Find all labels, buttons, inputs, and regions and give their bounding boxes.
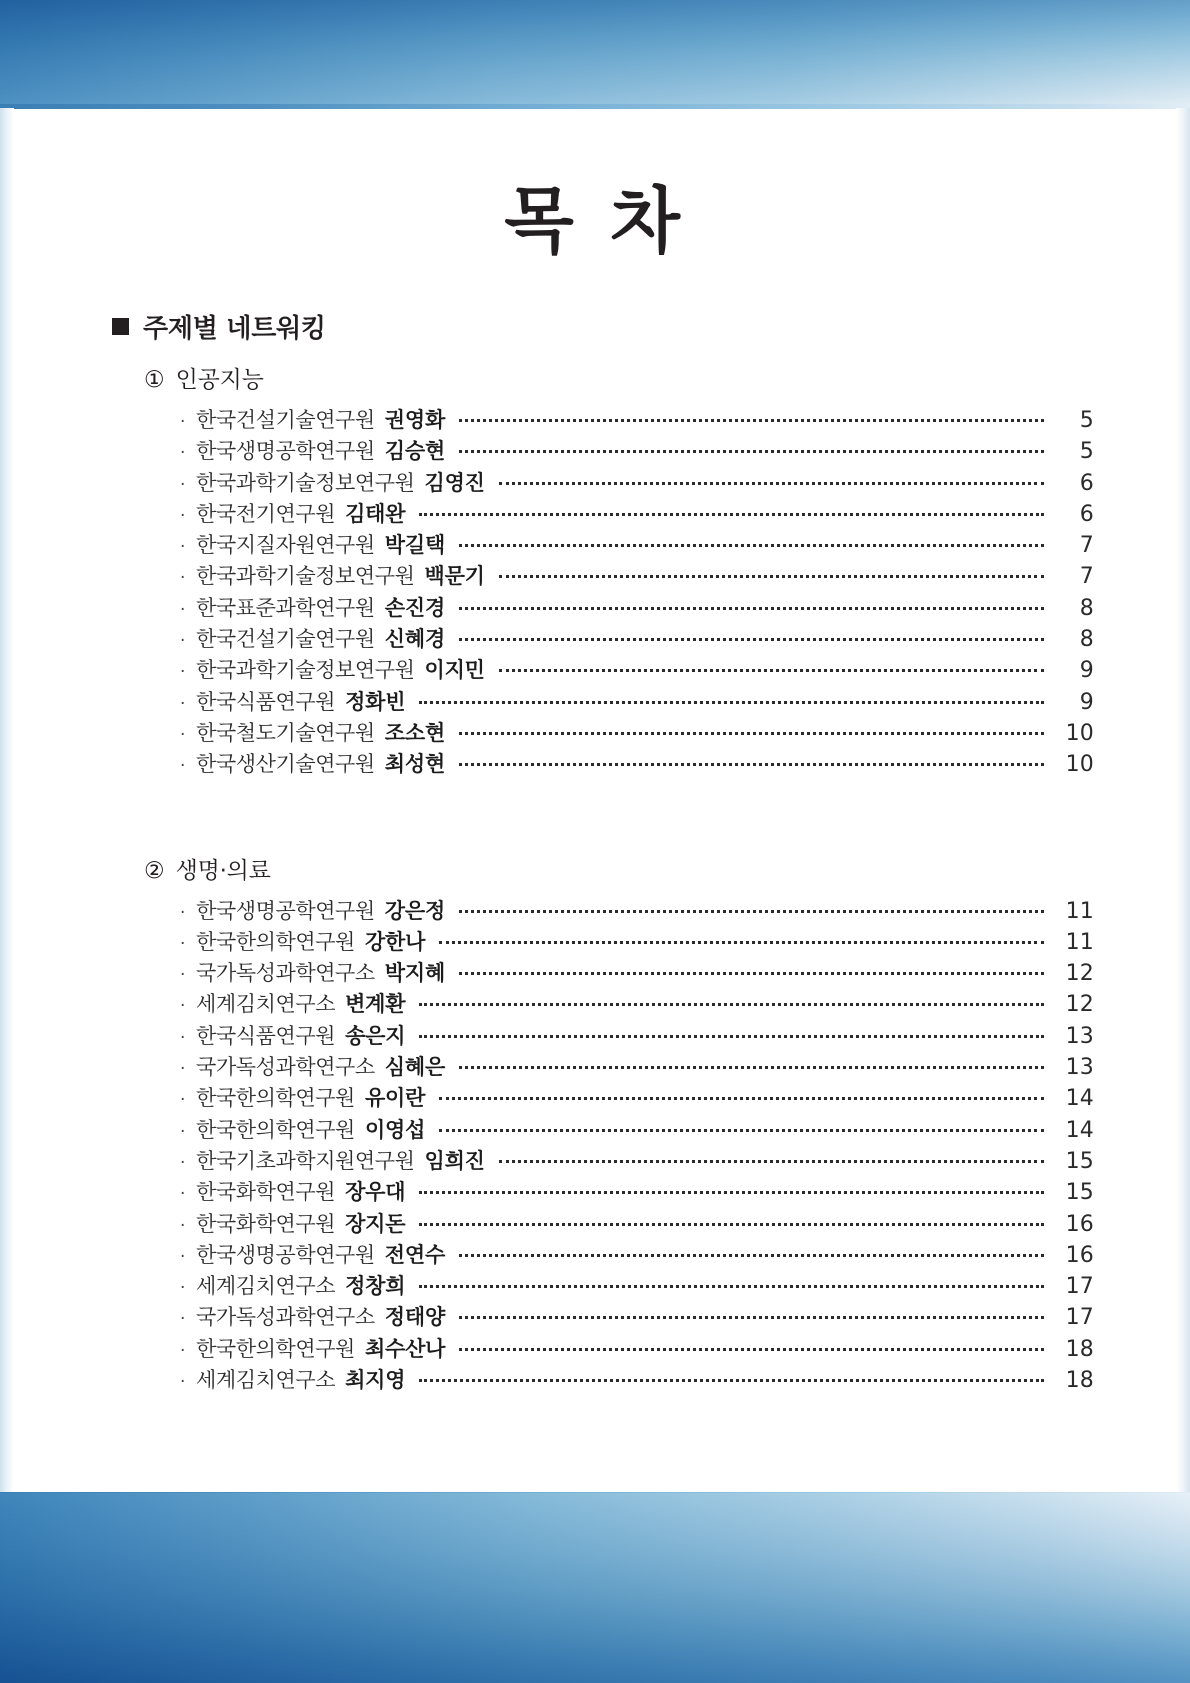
entry-person-name: 변계환 <box>345 992 406 1017</box>
entry-page-number: 13 <box>1065 1055 1094 1081</box>
toc-entry[interactable] <box>180 467 1094 498</box>
toc-entry[interactable] <box>180 1270 1094 1301</box>
entry-person-name: 박지혜 <box>384 961 446 986</box>
entry-organization: 한국생산기술연구원 <box>196 752 375 777</box>
entry-person-name: 심혜은 <box>384 1055 446 1080</box>
entry-page-number: 9 <box>1079 658 1094 684</box>
toc-entry[interactable] <box>180 1333 1094 1364</box>
dot-leader <box>459 763 1044 766</box>
entry-page-number: 8 <box>1079 627 1094 653</box>
entry-organization: 한국건설기술연구원 <box>196 627 375 652</box>
entry-organization: 한국식품연구원 <box>196 1023 336 1048</box>
entry-page-number: 5 <box>1079 439 1094 465</box>
entry-person-name: 신혜경 <box>384 627 446 652</box>
entry-organization: 한국기초과학지원연구원 <box>196 1148 415 1173</box>
entry-bullet-icon: · <box>180 902 186 923</box>
toc-entry[interactable] <box>180 623 1094 654</box>
entry-page-number: 15 <box>1065 1148 1094 1174</box>
group-header <box>144 852 1094 885</box>
entry-bullet-icon: · <box>180 662 186 683</box>
entry-bullet-icon: · <box>180 1372 186 1393</box>
dot-leader <box>499 669 1044 672</box>
entry-person-name: 정화빈 <box>345 689 406 714</box>
entry-page-number: 18 <box>1065 1336 1094 1362</box>
toc-entry[interactable] <box>180 1145 1094 1176</box>
toc-entry[interactable] <box>180 686 1094 717</box>
toc-entry[interactable] <box>180 1176 1094 1207</box>
entry-page-number: 17 <box>1065 1274 1094 1300</box>
entry-person-name: 손진경 <box>384 595 446 620</box>
table-of-contents <box>112 308 1094 1395</box>
toc-entry[interactable] <box>180 654 1094 685</box>
entry-organization: 한국한의학연구원 <box>196 1117 355 1142</box>
entry-person-name: 조소현 <box>384 720 446 745</box>
entry-person-name: 전연수 <box>384 1242 446 1267</box>
dot-leader <box>419 513 1044 516</box>
entry-person-name: 김승현 <box>384 439 446 464</box>
entry-organization: 세계김치연구소 <box>196 992 336 1017</box>
dot-leader <box>439 941 1044 944</box>
entry-organization: 한국표준과학연구원 <box>196 595 375 620</box>
entry-organization: 한국건설기술연구원 <box>196 408 375 432</box>
dot-leader <box>419 1191 1044 1194</box>
entry-organization: 한국생명공학연구원 <box>196 898 375 923</box>
entry-bullet-icon: · <box>180 693 186 714</box>
toc-entry[interactable] <box>180 404 1094 435</box>
dot-leader <box>459 1254 1044 1257</box>
entry-person-name: 권영화 <box>384 408 446 432</box>
entry-bullet-icon: · <box>180 1121 186 1142</box>
dot-leader <box>419 1003 1044 1006</box>
entry-bullet-icon: · <box>180 1090 186 1111</box>
toc-entry[interactable] <box>180 1114 1094 1145</box>
entry-page-number: 14 <box>1065 1086 1094 1112</box>
entry-person-name: 이지민 <box>424 658 485 683</box>
entry-person-name: 김영진 <box>424 470 485 495</box>
dot-leader <box>439 1129 1044 1132</box>
toc-entry[interactable] <box>180 957 1094 988</box>
entry-organization: 한국과학기술정보연구원 <box>196 658 415 683</box>
section-header <box>112 308 1094 345</box>
entry-person-name: 최수산나 <box>364 1336 446 1361</box>
entry-person-name: 송은지 <box>345 1023 406 1048</box>
toc-entry[interactable] <box>180 1020 1094 1051</box>
entry-organization: 한국철도기술연구원 <box>196 720 375 745</box>
entry-bullet-icon: · <box>180 1278 186 1299</box>
entry-bullet-icon: · <box>180 631 186 652</box>
page-content <box>0 108 1190 1493</box>
entry-bullet-icon: · <box>180 537 186 558</box>
entry-person-name: 정태양 <box>384 1305 446 1330</box>
entry-organization: 한국과학기술정보연구원 <box>196 470 415 495</box>
group-entry-list <box>180 895 1094 1396</box>
dot-leader <box>459 450 1044 453</box>
entry-bullet-icon: · <box>180 965 186 986</box>
dot-leader <box>439 1097 1044 1100</box>
entry-organization: 한국지질자원연구원 <box>196 533 375 558</box>
entry-person-name: 강한나 <box>364 929 426 954</box>
toc-entry[interactable] <box>180 1208 1094 1239</box>
entry-organization: 한국생명공학연구원 <box>196 1242 375 1267</box>
toc-entry[interactable] <box>180 895 1094 926</box>
circled-number-icon: ① <box>144 367 165 393</box>
dot-leader <box>419 1223 1044 1226</box>
entry-bullet-icon: · <box>180 412 186 432</box>
entry-page-number: 6 <box>1079 470 1094 496</box>
entry-bullet-icon: · <box>180 505 186 526</box>
square-bullet-icon <box>112 318 129 335</box>
entry-bullet-icon: · <box>180 1027 186 1048</box>
entry-person-name: 이영섭 <box>364 1117 426 1142</box>
entry-person-name: 강은정 <box>384 898 446 923</box>
entry-page-number: 7 <box>1079 564 1094 590</box>
entry-organization: 국가독성과학연구소 <box>196 961 375 986</box>
toc-entry[interactable] <box>180 926 1094 957</box>
dot-leader <box>459 607 1044 610</box>
entry-bullet-icon: · <box>180 933 186 954</box>
top-decorative-band <box>0 0 1190 108</box>
entry-bullet-icon: · <box>180 1215 186 1236</box>
entry-organization: 한국화학연구원 <box>196 1180 336 1205</box>
dot-leader <box>459 1316 1044 1319</box>
toc-entry[interactable] <box>180 717 1094 748</box>
entry-organization: 한국한의학연구원 <box>196 929 355 954</box>
toc-entry[interactable] <box>180 1301 1094 1332</box>
entry-page-number: 16 <box>1065 1211 1094 1237</box>
section-title: 주제별 네트워킹 <box>143 314 326 344</box>
entry-page-number: 13 <box>1065 1023 1094 1049</box>
circled-number-icon: ② <box>144 857 165 884</box>
dot-leader <box>419 1285 1044 1288</box>
toc-group-1 <box>112 361 1094 780</box>
group-label: 생명·의료 <box>175 857 271 884</box>
entry-person-name: 최성현 <box>384 752 446 777</box>
entry-page-number: 10 <box>1065 720 1094 746</box>
dot-leader <box>459 638 1044 641</box>
entry-person-name: 장우대 <box>345 1180 406 1205</box>
dot-leader <box>419 701 1044 704</box>
group-header <box>144 361 1094 394</box>
dot-leader <box>499 575 1044 578</box>
toc-entry[interactable] <box>180 592 1094 623</box>
dot-leader <box>419 1379 1044 1382</box>
entry-organization: 한국한의학연구원 <box>196 1086 355 1111</box>
dot-leader <box>459 544 1044 547</box>
dot-leader <box>499 1160 1044 1163</box>
toc-group-2 <box>112 852 1094 1396</box>
dot-leader <box>419 1035 1044 1038</box>
entry-page-number: 9 <box>1079 689 1094 715</box>
entry-bullet-icon: · <box>180 443 186 464</box>
toc-entry[interactable] <box>180 435 1094 466</box>
entry-bullet-icon: · <box>180 724 186 745</box>
entry-person-name: 김태완 <box>345 501 406 526</box>
entry-organization: 국가독성과학연구소 <box>196 1055 375 1080</box>
entry-bullet-icon: · <box>180 599 186 620</box>
toc-entry[interactable] <box>180 1082 1094 1113</box>
entry-organization: 국가독성과학연구소 <box>196 1305 375 1330</box>
entry-bullet-icon: · <box>180 756 186 777</box>
entry-page-number: 14 <box>1065 1117 1094 1143</box>
entry-page-number: 7 <box>1079 533 1094 559</box>
dot-leader <box>459 910 1044 913</box>
group-label: 인공지능 <box>175 367 264 393</box>
dot-leader <box>459 1348 1044 1351</box>
toc-entry[interactable] <box>180 1239 1094 1270</box>
dot-leader <box>459 972 1044 975</box>
entry-page-number: 11 <box>1065 898 1094 924</box>
page-title: 목 차 <box>504 179 686 263</box>
entry-organization: 세계김치연구소 <box>196 1274 336 1299</box>
entry-bullet-icon: · <box>180 1340 186 1361</box>
toc-entry[interactable] <box>180 748 1094 779</box>
bottom-decorative-band <box>0 1493 1190 1683</box>
entry-page-number: 6 <box>1079 501 1094 527</box>
entry-organization: 한국한의학연구원 <box>196 1336 355 1361</box>
entry-organization: 세계김치연구소 <box>196 1368 336 1393</box>
entry-person-name: 유이란 <box>364 1086 426 1111</box>
toc-entry[interactable] <box>180 529 1094 560</box>
entry-bullet-icon: · <box>180 1152 186 1173</box>
toc-entry[interactable] <box>180 1364 1094 1395</box>
entry-page-number: 5 <box>1079 408 1094 433</box>
entry-person-name: 최지영 <box>345 1368 406 1393</box>
toc-entry[interactable] <box>180 1051 1094 1082</box>
entry-organization: 한국식품연구원 <box>196 689 336 714</box>
entry-bullet-icon: · <box>180 1246 186 1267</box>
entry-bullet-icon: · <box>180 996 186 1017</box>
entry-bullet-icon: · <box>180 568 186 589</box>
entry-bullet-icon: · <box>180 1309 186 1330</box>
dot-leader <box>459 732 1044 735</box>
entry-page-number: 11 <box>1065 929 1094 955</box>
toc-entry[interactable] <box>180 560 1094 591</box>
entry-page-number: 12 <box>1065 961 1094 987</box>
entry-person-name: 백문기 <box>424 564 485 589</box>
entry-organization: 한국생명공학연구원 <box>196 439 375 464</box>
group-entry-list <box>180 404 1094 780</box>
entry-page-number: 16 <box>1065 1242 1094 1268</box>
entry-organization: 한국전기연구원 <box>196 501 336 526</box>
entry-page-number: 10 <box>1065 752 1094 778</box>
entry-person-name: 장지돈 <box>345 1211 406 1236</box>
entry-page-number: 8 <box>1079 595 1094 621</box>
toc-entry[interactable] <box>180 988 1094 1019</box>
entry-organization: 한국화학연구원 <box>196 1211 336 1236</box>
entry-page-number: 17 <box>1065 1305 1094 1331</box>
entry-organization: 한국과학기술정보연구원 <box>196 564 415 589</box>
toc-entry[interactable] <box>180 498 1094 529</box>
entry-person-name: 정창희 <box>345 1274 406 1299</box>
entry-person-name: 박길택 <box>384 533 446 558</box>
entry-person-name: 임희진 <box>424 1148 485 1173</box>
entry-bullet-icon: · <box>180 474 186 495</box>
dot-leader <box>499 482 1044 485</box>
entry-page-number: 18 <box>1065 1368 1094 1394</box>
dot-leader <box>459 419 1044 422</box>
entry-bullet-icon: · <box>180 1184 186 1205</box>
entry-bullet-icon: · <box>180 1059 186 1080</box>
entry-page-number: 12 <box>1065 992 1094 1018</box>
dot-leader <box>459 1066 1044 1069</box>
entry-page-number: 15 <box>1065 1180 1094 1206</box>
